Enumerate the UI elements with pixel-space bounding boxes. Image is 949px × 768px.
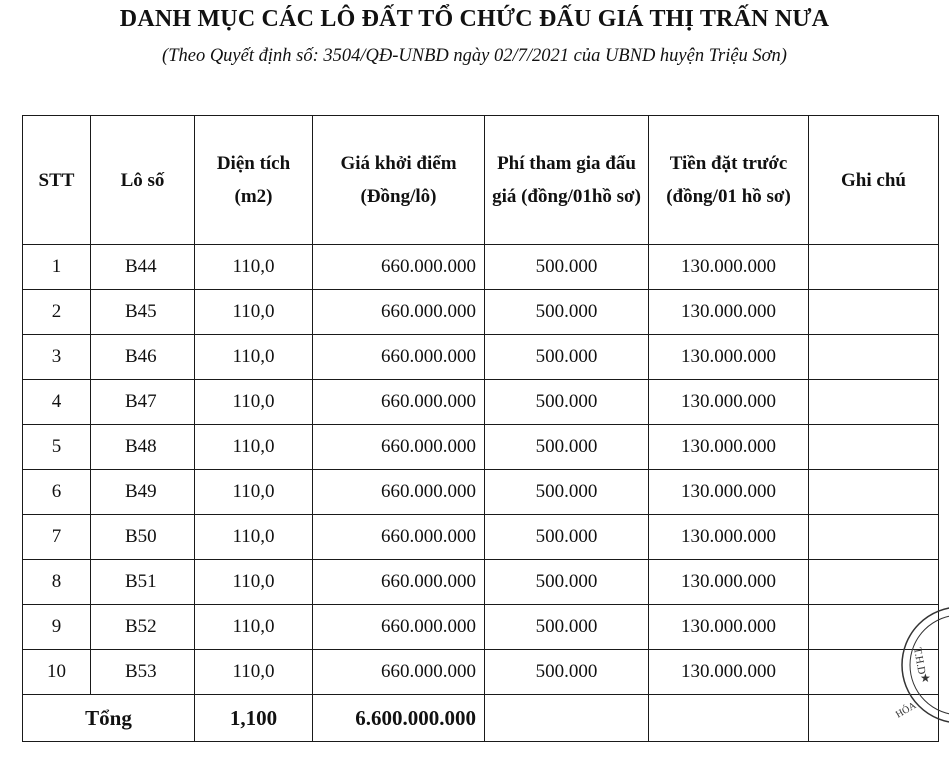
cell-fee: 500.000 <box>485 335 649 380</box>
cell-lot: B44 <box>91 245 195 290</box>
cell-area: 110,0 <box>195 335 313 380</box>
total-row <box>23 695 939 742</box>
table-row <box>23 470 939 515</box>
cell-deposit: 130.000.000 <box>649 605 809 650</box>
official-seal-stamp <box>880 600 949 730</box>
cell-fee: 500.000 <box>485 380 649 425</box>
header-price: Giá khởi điểm (Đồng/lô) <box>313 116 485 245</box>
cell-fee: 500.000 <box>485 290 649 335</box>
cell-price: 660.000.000 <box>313 380 485 425</box>
cell-price: 660.000.000 <box>313 245 485 290</box>
table-row <box>23 605 939 650</box>
cell-area: 110,0 <box>195 560 313 605</box>
cell-note <box>809 515 939 560</box>
header-deposit: Tiền đặt trước (đồng/01 hồ sơ) <box>649 116 809 245</box>
document-subtitle: (Theo Quyết định số: 3504/QĐ-UNBD ngày 02/7/2021 của UBND huyện Triệu Sơn) <box>162 46 787 66</box>
cell-lot: B46 <box>91 335 195 380</box>
cell-deposit: 130.000.000 <box>649 470 809 515</box>
svg-text:HÓA: HÓA <box>894 700 919 721</box>
table-row <box>23 560 939 605</box>
cell-lot: B48 <box>91 425 195 470</box>
cell-area: 110,0 <box>195 425 313 470</box>
table-row <box>23 290 939 335</box>
table-row <box>23 380 939 425</box>
table-row <box>23 515 939 560</box>
cell-stt: 6 <box>23 470 91 515</box>
cell-deposit: 130.000.000 <box>649 425 809 470</box>
cell-price: 660.000.000 <box>313 560 485 605</box>
cell-area: 110,0 <box>195 245 313 290</box>
cell-note <box>809 335 939 380</box>
header-note: Ghi chú <box>809 116 939 245</box>
cell-fee: 500.000 <box>485 425 649 470</box>
cell-note <box>809 470 939 515</box>
total-price: 6.600.000.000 <box>313 695 485 742</box>
cell-note <box>809 245 939 290</box>
cell-fee: 500.000 <box>485 605 649 650</box>
cell-deposit: 130.000.000 <box>649 380 809 425</box>
svg-text:★: ★ <box>920 671 931 685</box>
cell-price: 660.000.000 <box>313 650 485 695</box>
cell-lot: B51 <box>91 560 195 605</box>
cell-deposit: 130.000.000 <box>649 515 809 560</box>
cell-stt: 10 <box>23 650 91 695</box>
cell-area: 110,0 <box>195 515 313 560</box>
total-deposit-empty <box>649 695 809 742</box>
table-row <box>23 425 939 470</box>
cell-lot: B49 <box>91 470 195 515</box>
table-header-row <box>23 116 939 245</box>
cell-lot: B52 <box>91 605 195 650</box>
cell-stt: 1 <box>23 245 91 290</box>
cell-price: 660.000.000 <box>313 515 485 560</box>
cell-price: 660.000.000 <box>313 470 485 515</box>
svg-text:T.H.D: T.H.D <box>911 646 928 676</box>
cell-price: 660.000.000 <box>313 605 485 650</box>
cell-note <box>809 560 939 605</box>
cell-stt: 9 <box>23 605 91 650</box>
cell-lot: B45 <box>91 290 195 335</box>
total-fee-empty <box>485 695 649 742</box>
cell-deposit: 130.000.000 <box>649 290 809 335</box>
total-area: 1,100 <box>195 695 313 742</box>
cell-stt: 8 <box>23 560 91 605</box>
cell-price: 660.000.000 <box>313 335 485 380</box>
cell-area: 110,0 <box>195 605 313 650</box>
cell-lot: B47 <box>91 380 195 425</box>
table-row <box>23 650 939 695</box>
cell-lot: B50 <box>91 515 195 560</box>
header-area: Diện tích (m2) <box>195 116 313 245</box>
cell-stt: 3 <box>23 335 91 380</box>
cell-fee: 500.000 <box>485 470 649 515</box>
cell-note <box>809 290 939 335</box>
cell-area: 110,0 <box>195 290 313 335</box>
cell-deposit: 130.000.000 <box>649 245 809 290</box>
table-row <box>23 245 939 290</box>
cell-stt: 7 <box>23 515 91 560</box>
cell-fee: 500.000 <box>485 245 649 290</box>
total-label: Tổng <box>23 695 195 742</box>
cell-deposit: 130.000.000 <box>649 560 809 605</box>
cell-fee: 500.000 <box>485 650 649 695</box>
cell-price: 660.000.000 <box>313 425 485 470</box>
cell-price: 660.000.000 <box>313 290 485 335</box>
header-stt: STT <box>23 116 91 245</box>
cell-stt: 4 <box>23 380 91 425</box>
cell-lot: B53 <box>91 650 195 695</box>
cell-fee: 500.000 <box>485 515 649 560</box>
cell-area: 110,0 <box>195 380 313 425</box>
cell-deposit: 130.000.000 <box>649 335 809 380</box>
cell-stt: 5 <box>23 425 91 470</box>
cell-stt: 2 <box>23 290 91 335</box>
cell-note <box>809 380 939 425</box>
cell-note <box>809 425 939 470</box>
lots-table <box>22 115 939 742</box>
cell-area: 110,0 <box>195 650 313 695</box>
cell-deposit: 130.000.000 <box>649 650 809 695</box>
header-fee: Phí tham gia đấu giá (đồng/01hồ sơ) <box>485 116 649 245</box>
document-title: DANH MỤC CÁC LÔ ĐẤT TỔ CHỨC ĐẤU GIÁ THỊ TRẤN NƯA <box>119 6 830 32</box>
cell-fee: 500.000 <box>485 560 649 605</box>
cell-area: 110,0 <box>195 470 313 515</box>
header-lot: Lô số <box>91 116 195 245</box>
table-row <box>23 335 939 380</box>
